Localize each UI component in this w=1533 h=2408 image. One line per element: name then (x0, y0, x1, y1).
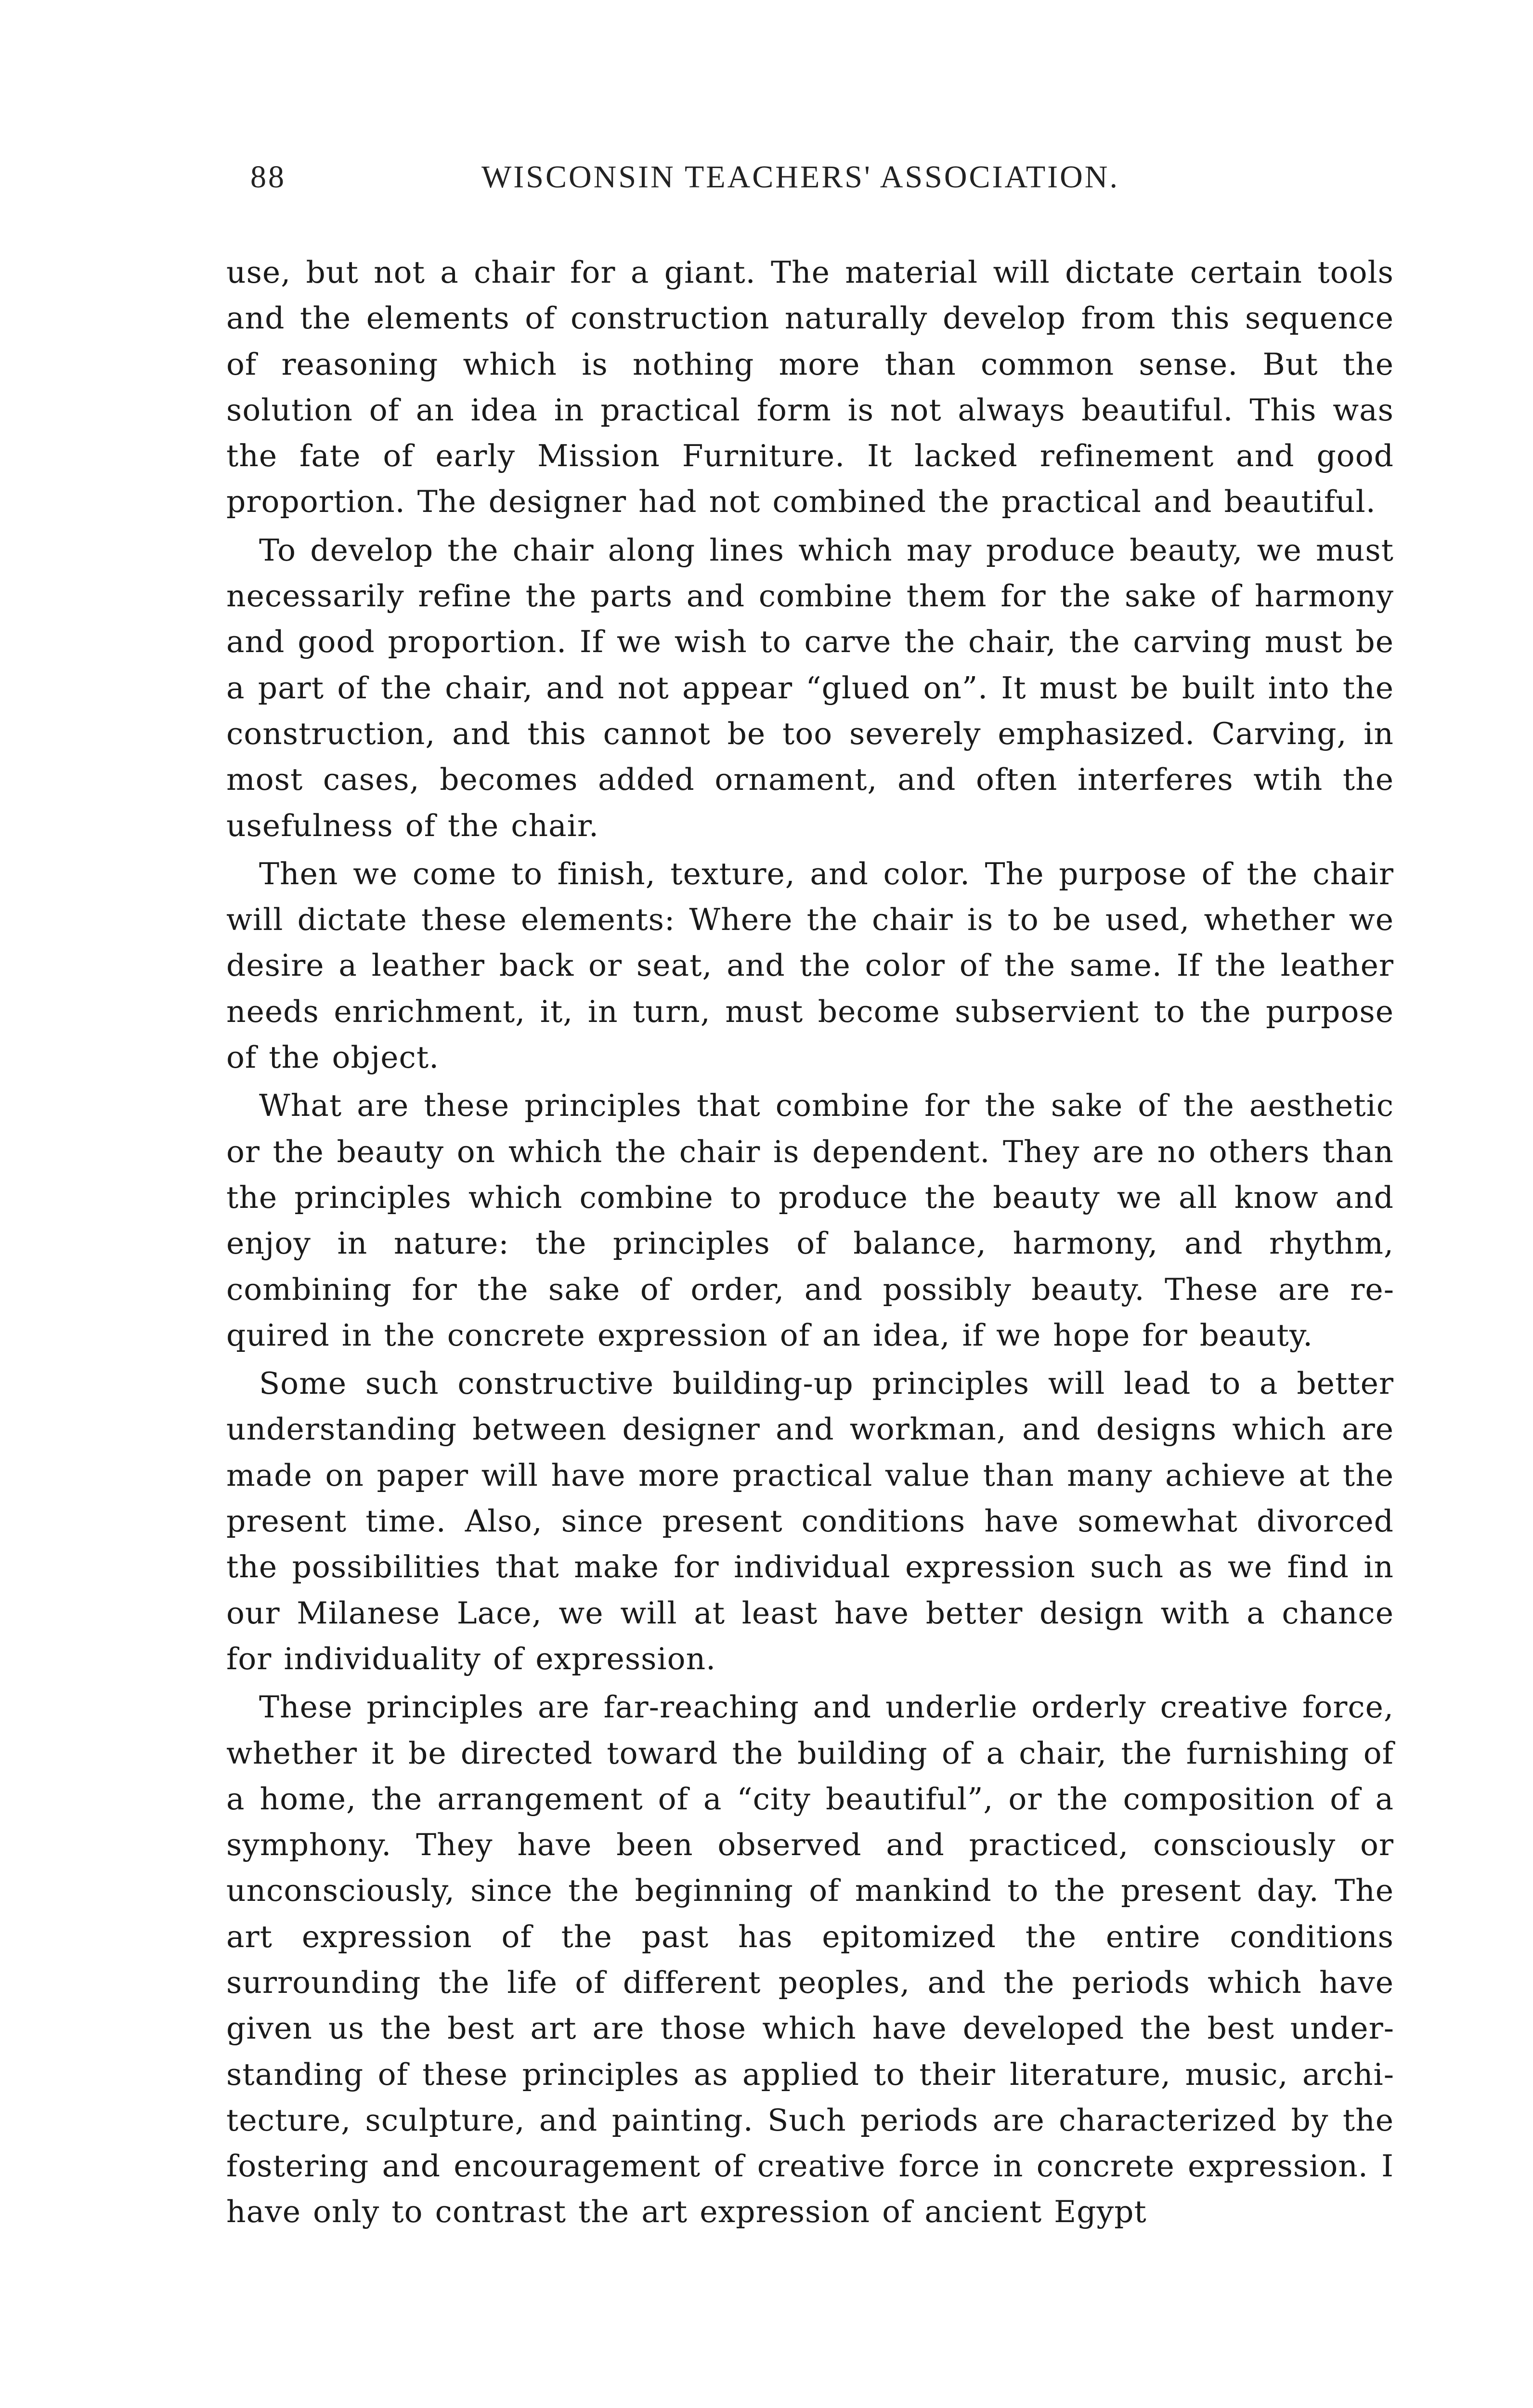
running-title: WISCONSIN TEACHERS' ASSOCIATION. (481, 159, 1119, 195)
paragraph-continued: use, but not a chair for a giant. The material will dictate certain tools and the elements of construction naturally develop from this sequence of reasoning which is nothing more than common sense. But the solution of an idea in practical form is not always beautiful. This was the fate of early Mission Furniture. It lacked refinement and good proportion. The designer had not combined the practical and beautiful. (226, 255, 1394, 520)
paragraph: These principles are far-reaching and underlie orderly creative force, whether it be directed toward the building of a chair, the furnishing of a home, the arrangement of a “city beautiful”, or the composition of a symphony. They have been observed and practiced, consciously or unconsciously, since the beginning of mankind to the present day. The art expression of the past has epitomized the entire conditions surrounding the life of different peoples, and the periods which have given us the best art are those which have developed the best understanding of these principles as applied to their literature, music, architecture, sculpture, and painting. Such periods are characterized by the fostering and encouragement of creative force in concrete expression. I have only to contrast the art expression of ancient Egypt (226, 1689, 1394, 2230)
page-number: 88 (250, 159, 286, 195)
running-head (250, 159, 1213, 212)
paragraph: Some such constructive building-up principles will lead to a better understanding between designer and workman, and designs which are made on paper will have more practical value than many achieve at the present time. Also, since present conditions have somewhat divorced the possibilities that make for individual expression such as we find in our Milanese Lace, we will at least have better design with a chance for individuality of expression. (226, 1366, 1394, 1676)
paragraph: What are these principles that combine for the sake of the aesthetic or the beauty on which the chair is dependent. They are no others than the principles which combine to produce the beauty we all know and enjoy in nature: the principles of balance, harmony, and rhythm, combining for the sake of order, and possibly beauty. These are required in the concrete expression of an idea, if we hope for beauty. (226, 1088, 1394, 1353)
paragraph: To develop the chair along lines which may produce beauty, we must necessarily refine the parts and combine them for the sake of harmony and good proportion. If we wish to carve the chair, the carving must be a part of the chair, and not appear “glued on”. It must be built into the construction, and this cannot be too severely emphasized. Carving, in most cases, becomes added ornament, and often interferes wtih the usefulness of the chair. (226, 532, 1394, 843)
body-text (226, 249, 1394, 2238)
paragraph: Then we come to finish, texture, and color. The purpose of the chair will dictate these elements: Where the chair is to be used, whether we desire a leather back or seat, and the color of the same. If the leather needs enrichment, it, in turn, must become subservient to the purpose of the object. (226, 856, 1394, 1075)
